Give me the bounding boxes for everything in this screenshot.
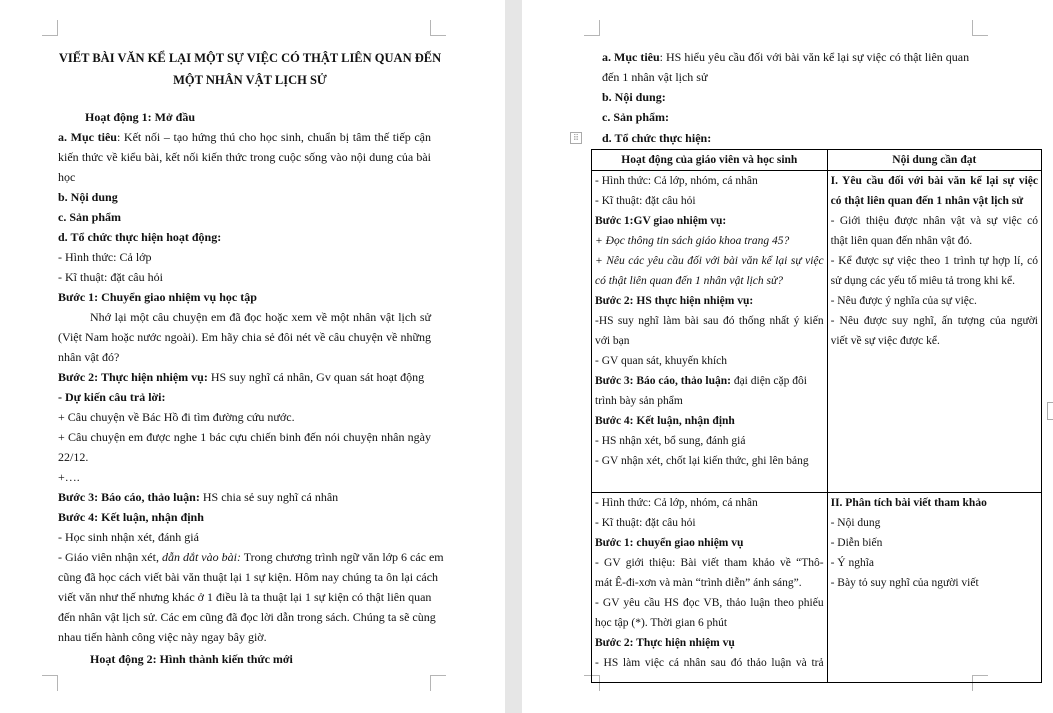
table-cell-content-2 [827, 493, 1041, 683]
cell-line: II. Phân tích bài viết tham khảo [830, 497, 987, 509]
cell-line: có thật liên quan đến 1 nhân vật lịch sử [830, 195, 1024, 207]
crop-mark-bottom-right [430, 675, 446, 691]
cell-line: - HS nhận xét, bổ sung, đánh giá [595, 435, 746, 447]
crop-mark-top-left [584, 20, 600, 36]
task-line-1: Nhớ lại một câu chuyện em đã đọc hoặc xem về một nhân vật lịch sử [90, 310, 431, 324]
cell-line: thật liên quan đến nhân vật đó. [830, 235, 973, 247]
cell-line: Bước 2: Thực hiện nhiệm vụ [595, 637, 735, 649]
cell-line: - Kĩ thuật: đặt câu hỏi [595, 195, 696, 207]
document-page-left [0, 0, 505, 713]
step-3-line: Bước 3: Báo cáo, thảo luận: HS chia sẻ suy nghĩ cá nhân [58, 490, 339, 504]
cell-line: - GV yêu cầu HS đọc VB, thảo luận theo phiếu [595, 597, 824, 609]
objective-line-2: đến 1 nhân vật lịch sử [602, 70, 708, 84]
document-title-line-2: MỘT NHÂN VẬT LỊCH SỬ [173, 73, 327, 87]
cell-line: trình bày sản phẩm [595, 395, 683, 407]
step-2-line: Bước 2: Thực hiện nhiệm vụ: HS suy nghĩ cá nhân, Gv quan sát hoạt động [58, 370, 425, 384]
content-heading: b. Nội dung: [602, 90, 666, 104]
cell-line: - Diễn biến [830, 537, 883, 549]
crop-mark-top-right [430, 20, 446, 36]
cell-line: - Nêu được suy nghĩ, ấn tượng của người [830, 315, 1038, 327]
teacher-intro-line-4: đến nhân vật lịch sử. Các em cũng đã đọc lời dẫn trong sách. Chúng ta sẽ cùng [58, 610, 436, 624]
cell-line: + Đọc thông tin sách giáo khoa trang 45? [595, 235, 790, 247]
cell-line: có thật liên quan đến 1 nhân vật lịch sử? [595, 275, 784, 287]
table-cell-activity-2 [592, 493, 828, 683]
cell-line: - GV nhận xét, chốt lại kiến thức, ghi lên bảng [595, 455, 809, 467]
cell-line: Bước 1: chuyển giao nhiệm vụ [595, 537, 744, 549]
cell-line: Bước 1:GV giao nhiệm vụ: [595, 215, 727, 227]
table-cell-content-1 [827, 171, 1041, 493]
task-line-3: nhân vật đó? [58, 350, 120, 364]
cell-line: - Hình thức: Cả lớp, nhóm, cá nhân [595, 175, 758, 187]
cell-line: mát Ê-đi-xơn và màn “trình diễn” ánh sáng”. [595, 577, 802, 589]
table-move-handle[interactable]: ⁞⁞ [570, 132, 582, 144]
answer-1: + Câu chuyện về Bác Hồ đi tìm đường cứu nước. [58, 410, 295, 424]
document-page-right [522, 0, 1053, 713]
form-line: - Hình thức: Cả lớp [58, 250, 152, 264]
cell-line: Bước 2: HS thực hiện nhiệm vụ: [595, 295, 754, 307]
crop-mark-bottom-left [42, 675, 58, 691]
activity-1-heading: Hoạt động 1: Mở đầu [85, 110, 195, 124]
step-4-heading: Bước 4: Kết luận, nhận định [58, 510, 204, 524]
teacher-intro-line-1: - Giáo viên nhận xét, dẫn dắt vào bài: Trong chương trình ngữ văn lớp 6 các em [58, 550, 444, 564]
table-row [592, 493, 1042, 683]
step-1-heading: Bước 1: Chuyển giao nhiệm vụ học tập [58, 290, 257, 304]
cell-line: - Kĩ thuật: đặt câu hỏi [595, 517, 696, 529]
cell-line: với bạn [595, 335, 630, 347]
teacher-intro-line-2: cũng đã học cách viết bài văn thuật lại 1 sự kiện. Hôm nay chúng ta ôn lại cách [58, 570, 439, 584]
objective-line-3: học [58, 170, 76, 184]
teacher-intro-line-5: nhau tiến hành công việc này ngay bây giờ. [58, 630, 267, 644]
cell-line: - HS làm việc cá nhân sau đó thảo luận và trả [595, 657, 824, 669]
cell-line: - Giới thiệu được nhân vật và sự việc có [830, 215, 1038, 227]
cell-line: học tập (*). Thời gian 6 phút [595, 617, 728, 629]
activity-2-heading: Hoạt động 2: Hình thành kiến thức mới [90, 652, 293, 666]
cell-line: - Nêu được ý nghĩa của sự việc. [830, 295, 977, 307]
expected-answers-heading: - Dự kiến câu trả lời: [58, 390, 166, 404]
cell-line: + Nêu các yêu cầu đối với bài văn kể lại sự việc [595, 255, 824, 267]
cell-line: - GV giới thiệu: Bài viết tham khảo về “Thô- [595, 557, 824, 569]
cell-line: sử dụng các yếu tố miêu tả trong khi kể. [830, 275, 1016, 287]
objective-line-2: kiến thức về kiểu bài, kết nối kiến thức trong cuộc sống vào nội dung của bài [58, 150, 431, 164]
table-row [592, 171, 1042, 493]
table-header-row [592, 150, 1042, 171]
task-line-2: (Việt Nam hoặc nước ngoài). Em hãy chia sẻ đôi nét về câu chuyện về những [58, 330, 431, 344]
cell-line: Bước 3: Báo cáo, thảo luận: đại diện cặp đôi [595, 375, 807, 387]
cell-line: viết về sự việc được kể. [830, 335, 940, 347]
cell-line: - Kể được sự việc theo 1 trình tự hợp lí, có [830, 255, 1038, 267]
cell-line: - Hình thức: Cả lớp, nhóm, cá nhân [595, 497, 758, 509]
product-heading: c. Sản phẩm [58, 210, 122, 224]
activity-table [591, 149, 1042, 683]
teacher-intro-line-3: viết văn như thế nhưng khác ở 1 điều là ta thuật lại 1 sự kiện có thật liên quan [58, 590, 432, 604]
answer-2-line-1: + Câu chuyện em được nghe 1 bác cựu chiến binh đến nói chuyện nhân ngày [58, 430, 431, 444]
cell-line: - GV quan sát, khuyến khích [595, 355, 728, 367]
side-scroll-tab[interactable] [1047, 402, 1053, 420]
organization-heading: d. Tổ chức thực hiện hoạt động: [58, 230, 222, 244]
product-heading: c. Sản phẩm: [602, 110, 670, 124]
cell-line: I. Yêu cầu đối với bài văn kể lại sự việc [830, 175, 1038, 187]
cell-line: Bước 4: Kết luận, nhận định [595, 415, 735, 427]
content-heading: b. Nội dung [58, 190, 118, 204]
table-header-activity: Hoạt động của giáo viên và học sinh [592, 150, 828, 171]
organization-heading: d. Tổ chức thực hiện: [602, 131, 712, 145]
cell-line: - Nội dung [830, 517, 881, 529]
objective-line-1: a. Mục tiêu: HS hiểu yêu cầu đối với bài văn kể lại sự việc có thật liên quan [602, 50, 970, 64]
technique-line: - Kĩ thuật: đặt câu hỏi [58, 270, 163, 284]
student-review-line: - Học sinh nhận xét, đánh giá [58, 530, 199, 544]
cell-line: -HS suy nghĩ làm bài sau đó thống nhất ý kiến [595, 315, 824, 327]
table-header-content: Nội dung cần đạt [827, 150, 1041, 171]
cell-line: - Bày tỏ suy nghĩ của người viết [830, 577, 979, 589]
crop-mark-top-right [972, 20, 988, 36]
answer-2-line-2: 22/12. [58, 450, 89, 464]
answer-3: +…. [58, 470, 80, 484]
document-title-line-1: VIẾT BÀI VĂN KỂ LẠI MỘT SỰ VIỆC CÓ THẬT LIÊN QUAN ĐẾN [58, 51, 442, 65]
cell-line: - Ý nghĩa [830, 557, 875, 569]
objective-line-1: a. Mục tiêu: Kết nối – tạo hứng thú cho học sinh, chuẩn bị tâm thế tiếp cận [58, 130, 432, 144]
crop-mark-top-left [42, 20, 58, 36]
table-cell-activity-1 [592, 171, 828, 493]
